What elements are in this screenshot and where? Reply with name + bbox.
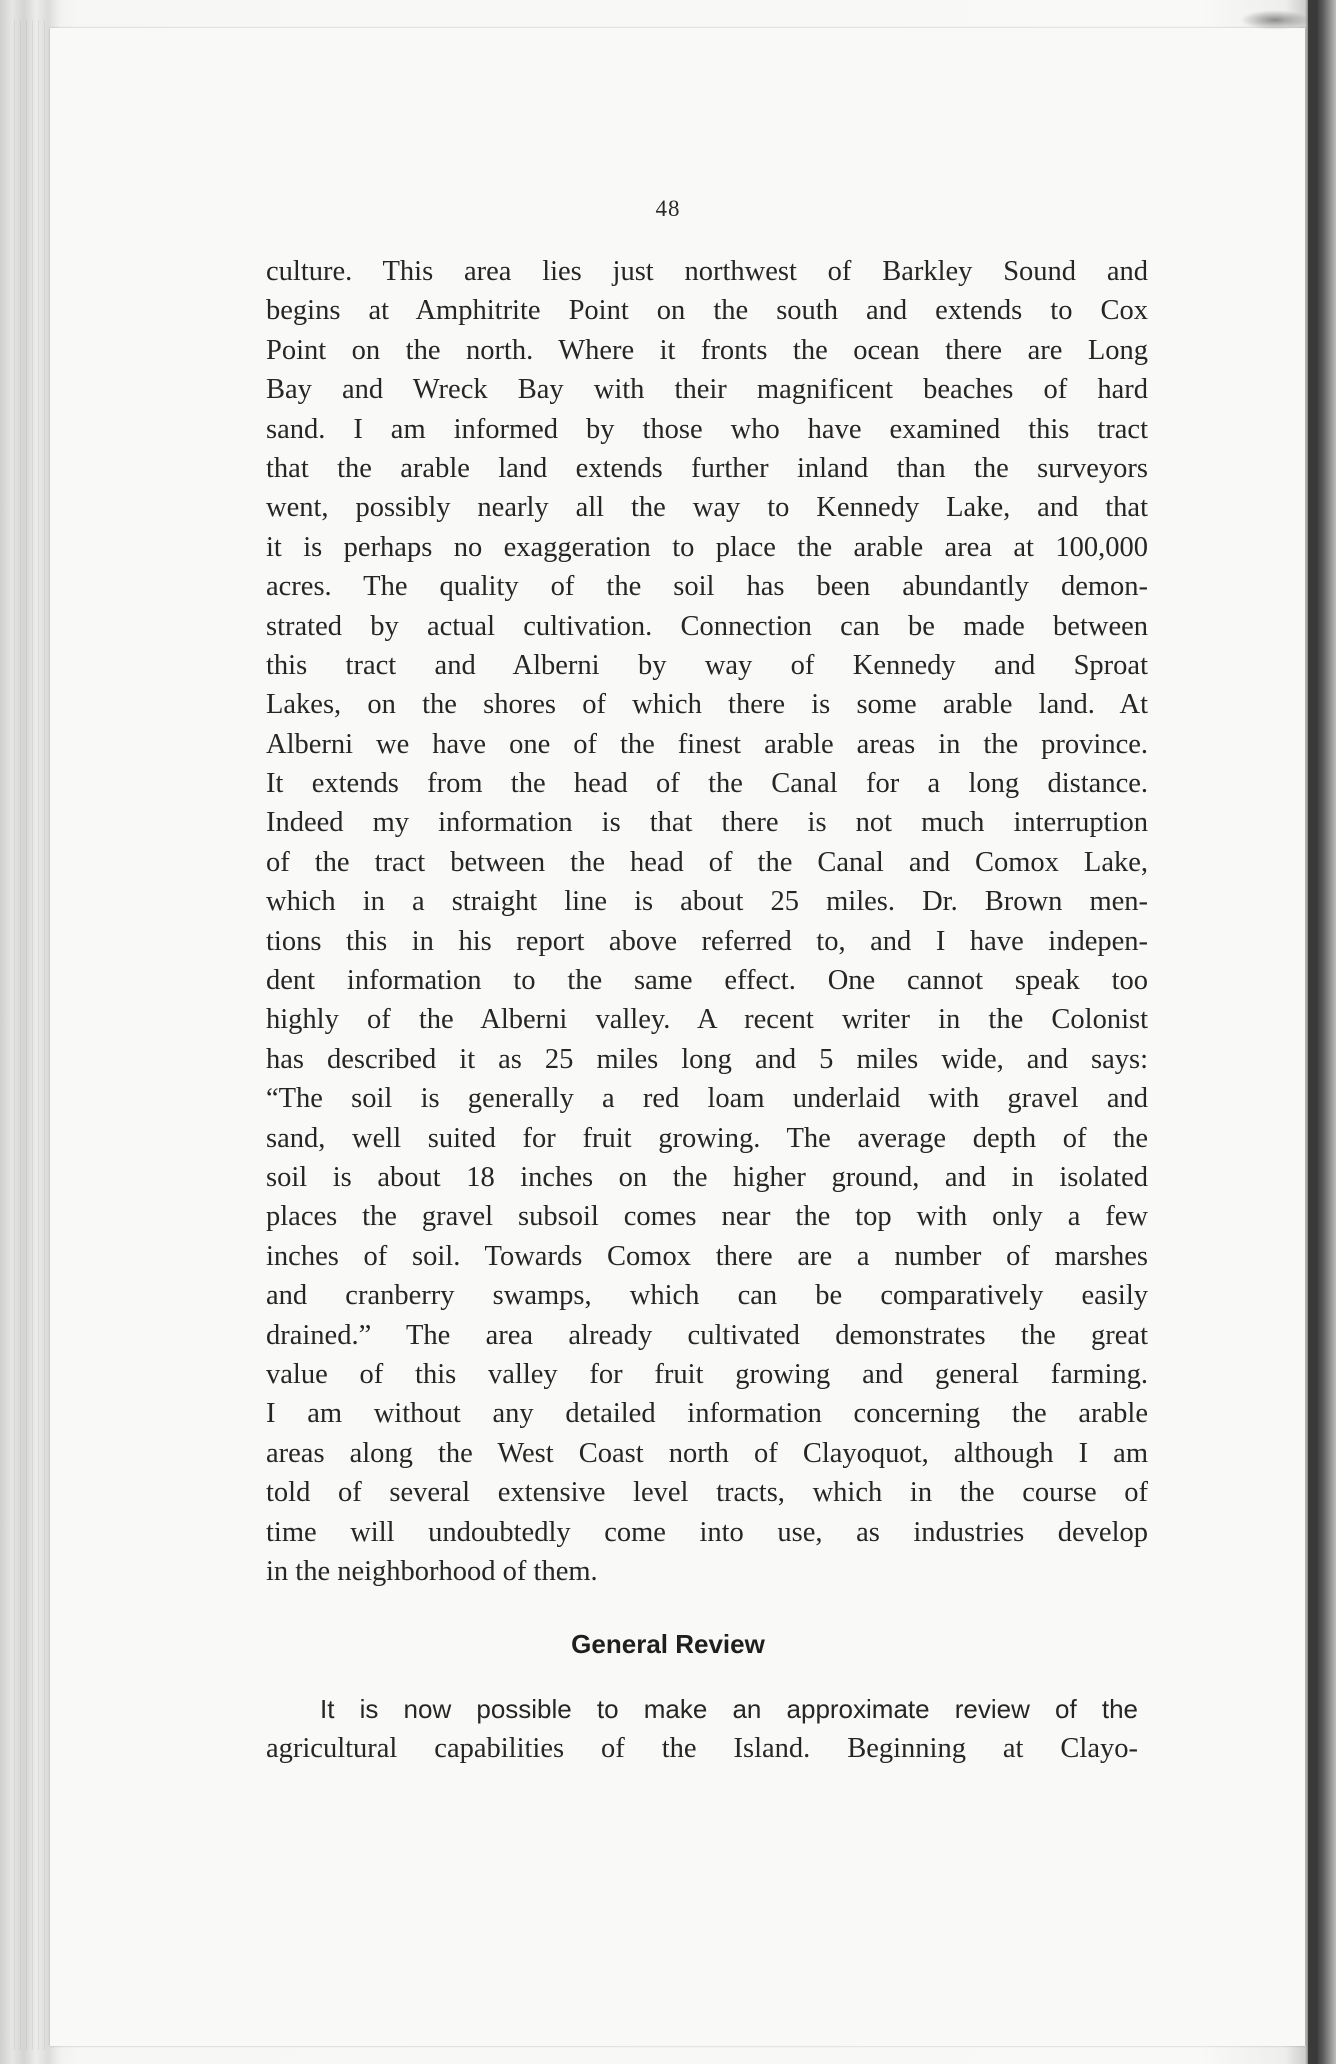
text-line: Lakes, on the shores of which there is some arable land. At: [266, 689, 1148, 721]
text-line: drained.” The area already cultivated demonstrates the great: [266, 1319, 1148, 1351]
text-line: Indeed my information is that there is not much interruption: [266, 807, 1148, 839]
text-line: culture. This area lies just northwest of Barkley Sound and: [266, 256, 1148, 287]
page-number: 48: [655, 196, 681, 221]
text-line: sand, well suited for fruit growing. The average depth of the: [266, 1122, 1148, 1154]
text-line: this tract and Alberni by way of Kennedy and Sproat: [266, 649, 1148, 681]
scan-smudge: [1240, 10, 1310, 30]
text-line: highly of the Alberni valley. A recent writer in the Colonist: [266, 1004, 1148, 1036]
text-line: time will undoubtedly come into use, as industries develop: [266, 1516, 1148, 1548]
text-line: it is perhaps no exaggeration to place the arable area at 100,000: [266, 531, 1148, 563]
text-line: Point on the north. Where it fronts the ocean there are Long: [266, 334, 1148, 366]
text-line: Bay and Wreck Bay with their magnificent beaches of hard: [266, 374, 1148, 406]
text-line: inches of soil. Towards Comox there are a number of marshes: [266, 1240, 1148, 1272]
text-line: It is now possible to make an approximate review of the: [320, 1694, 1138, 1724]
paragraph-2: [266, 1690, 1138, 1769]
text-line: has described it as 25 miles long and 5 miles wide, and says:: [266, 1043, 1148, 1075]
text-line: which in a straight line is about 25 miles. Dr. Brown men-: [266, 886, 1148, 918]
text-line: value of this valley for fruit growing and general farming.: [266, 1358, 1148, 1390]
text-line: soil is about 18 inches on the higher ground, and in isolated: [266, 1161, 1148, 1193]
text-line: dent information to the same effect. One cannot speak too: [266, 965, 1148, 997]
text-line: strated by actual cultivation. Connection can be made between: [266, 610, 1148, 642]
binding-shadow: [1308, 0, 1318, 2064]
text-line: begins at Amphitrite Point on the south and extends to Cox: [266, 295, 1148, 327]
text-line: areas along the West Coast north of Clayoquot, although I am: [266, 1437, 1148, 1469]
text-line: that the arable land extends further inland than the surveyors: [266, 452, 1148, 484]
text-line: It extends from the head of the Canal for a long distance.: [266, 768, 1148, 800]
text-line: and cranberry swamps, which can be comparatively easily: [266, 1280, 1148, 1312]
text-line: in the neighborhood of them.: [266, 1555, 598, 1587]
text-line: places the gravel subsoil comes near the top with only a few: [266, 1201, 1148, 1233]
section-heading: General Review: [571, 1629, 765, 1659]
text-line: of the tract between the head of the Canal and Comox Lake,: [266, 846, 1148, 878]
text-line: “The soil is generally a red loam underlaid with gravel and: [266, 1083, 1148, 1115]
text-line: told of several extensive level tracts, which in the course of: [266, 1477, 1148, 1509]
text-line: went, possibly nearly all the way to Kennedy Lake, and that: [266, 492, 1148, 524]
text-line: tions this in his report above referred to, and I have indepen-: [266, 925, 1148, 957]
paragraph-1: [266, 252, 1148, 1591]
text-line: acres. The quality of the soil has been abundantly demon-: [266, 571, 1148, 603]
text-line: Alberni we have one of the finest arable areas in the province.: [266, 728, 1148, 760]
text-line: sand. I am informed by those who have examined this tract: [266, 413, 1148, 445]
page-edge-stack: [14, 20, 50, 2050]
text-line: agricultural capabilities of the Island. Beginning at Clayo-: [266, 1733, 1138, 1765]
text-line: I am without any detailed information concerning the arable: [266, 1398, 1148, 1430]
